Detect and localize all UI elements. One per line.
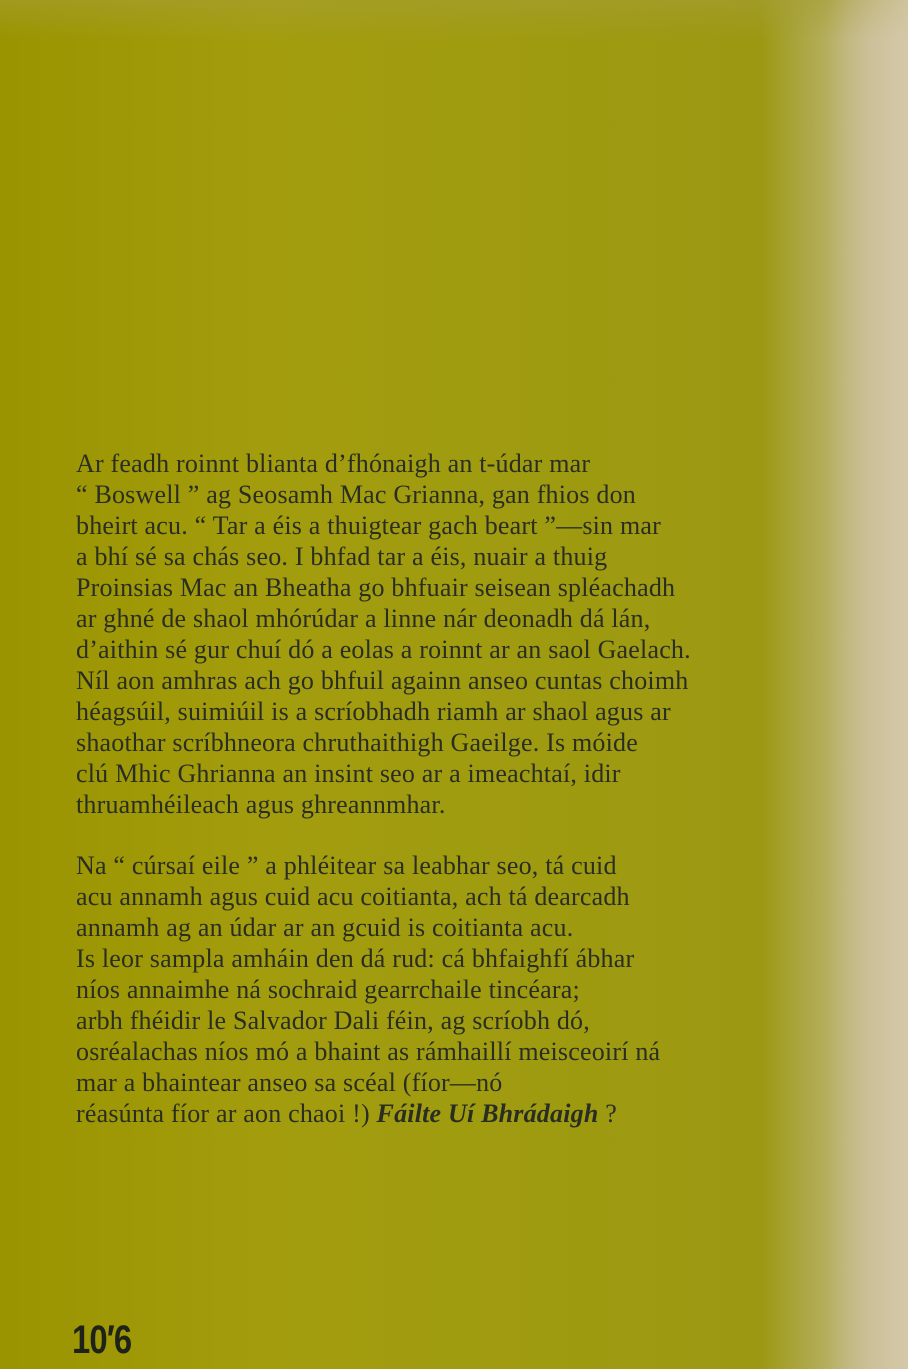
- text-line: Is leor sampla amháin den dá rud: cá bhfaighfí ábhar: [76, 944, 635, 973]
- text-line: ar ghné de shaol mhórúdar a linne nár deonadh dá lán,: [76, 604, 651, 633]
- text-line: shaothar scríbhneora chruthaithigh Gaeilge. Is móide: [76, 728, 638, 757]
- text-line: níos annaimhe ná sochraid gearrchaile tincéara;: [76, 975, 580, 1004]
- book-title: Fáilte Uí Bhrádaigh: [376, 1099, 599, 1128]
- top-stain: [0, 0, 908, 40]
- text-line: osréalachas níos mó a bhaint as rámhaillí meisceoirí ná: [76, 1037, 661, 1066]
- blurb-paragraph-1: [76, 448, 816, 820]
- text-fragment: réasúnta fíor ar aon chaoi !): [76, 1099, 377, 1128]
- text-line: Ar feadh roinnt blianta d’fhónaigh an t-údar mar: [76, 449, 591, 478]
- text-line: héagsúil, suimiúil is a scríobhadh riamh ar shaol agus ar: [76, 697, 671, 726]
- text-line: Níl aon amhras ach go bhfuil againn anseo cuntas choimh: [76, 666, 689, 695]
- blurb-text: [76, 448, 816, 1159]
- blurb-paragraph-2: [76, 850, 816, 1129]
- text-line: clú Mhic Ghrianna an insint seo ar a imeachtaí, idir: [76, 759, 621, 788]
- text-line: mar a bhaintear anseo sa scéal (fíor—nó: [76, 1068, 503, 1097]
- text-line: annamh ag an údar ar an gcuid is coitianta acu.: [76, 913, 574, 942]
- text-line: “ Boswell ” ag Seosamh Mac Grianna, gan fhios don: [76, 480, 637, 509]
- paper-edge: [826, 0, 908, 1369]
- text-line: arbh fhéidir le Salvador Dali féin, ag scríobh dó,: [76, 1006, 590, 1035]
- text-fragment: ?: [598, 1099, 617, 1128]
- text-line: thruamhéileach agus ghreannmhar.: [76, 790, 446, 819]
- text-line: acu annamh agus cuid acu coitianta, ach tá dearcadh: [76, 882, 630, 911]
- text-line: bheirt acu. “ Tar a éis a thuigtear gach beart ”—sin mar: [76, 511, 661, 540]
- text-line-final: [76, 1098, 816, 1129]
- text-line: Na “ cúrsaí eile ” a phléitear sa leabhar seo, tá cuid: [76, 851, 617, 880]
- text-line: a bhí sé sa chás seo. I bhfad tar a éis, nuair a thuig: [76, 542, 608, 571]
- text-line: d’aithin sé gur chuí dó a eolas a roinnt ar an saol Gaelach.: [76, 635, 691, 664]
- price-label: 10′6: [72, 1318, 132, 1362]
- text-line: Proinsias Mac an Bheatha go bhfuair seisean spléachadh: [76, 573, 676, 602]
